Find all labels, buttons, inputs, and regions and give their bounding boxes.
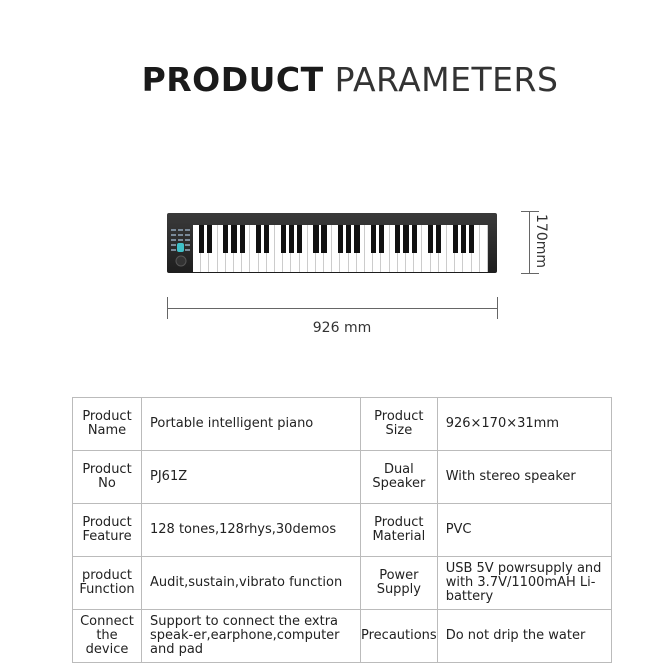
spec-label: Dual Speaker — [361, 451, 438, 504]
title-bold: PRODUCT — [141, 60, 324, 99]
height-dimension-line — [529, 211, 530, 273]
piano-illustration — [167, 213, 497, 273]
black-key — [354, 225, 359, 253]
black-key — [338, 225, 343, 253]
black-key — [256, 225, 261, 253]
spec-label: Connect the device — [73, 610, 142, 663]
spec-value: PJ61Z — [142, 451, 361, 504]
black-key — [297, 225, 302, 253]
black-key — [313, 225, 318, 253]
spec-table — [72, 397, 612, 663]
spec-value: 128 tones,128rhys,30demos — [142, 504, 361, 557]
height-label: 170mm — [533, 214, 549, 268]
black-key — [289, 225, 294, 253]
spec-value: Support to connect the extra speak-er,earphone,computer and pad — [142, 610, 361, 663]
spec-value: Portable intelligent piano — [142, 398, 361, 451]
page-title — [0, 60, 672, 99]
keyboard-keys — [193, 225, 488, 272]
black-key — [346, 225, 351, 253]
dimension-tick — [521, 211, 539, 212]
black-key — [379, 225, 384, 253]
table-row — [73, 451, 612, 504]
black-key — [231, 225, 236, 253]
spec-label: Power Supply — [361, 557, 438, 610]
dimension-tick — [167, 297, 168, 319]
spec-value: PVC — [437, 504, 611, 557]
control-panel-icon — [170, 227, 192, 269]
table-row — [73, 504, 612, 557]
black-key — [240, 225, 245, 253]
spec-value: With stereo speaker — [437, 451, 611, 504]
width-label: 926 mm — [312, 320, 372, 336]
black-key — [207, 225, 212, 253]
black-key — [453, 225, 458, 253]
spec-label: Precautions — [361, 610, 438, 663]
table-row — [73, 610, 612, 663]
spec-label: Product Feature — [73, 504, 142, 557]
black-key — [461, 225, 466, 253]
spec-value: Do not drip the water — [437, 610, 611, 663]
spec-label: Product Material — [361, 504, 438, 557]
white-key — [480, 225, 488, 272]
spec-value: 926×170×31mm — [437, 398, 611, 451]
spec-label: Product Name — [73, 398, 142, 451]
black-key — [264, 225, 269, 253]
black-key — [223, 225, 228, 253]
black-key — [428, 225, 433, 253]
black-key — [403, 225, 408, 253]
black-key — [395, 225, 400, 253]
black-key — [371, 225, 376, 253]
black-key — [281, 225, 286, 253]
dimension-tick — [497, 297, 498, 319]
spec-value: Audit,sustain,vibrato function — [142, 557, 361, 610]
black-key — [199, 225, 204, 253]
spec-value: USB 5V powrsupply and with 3.7V/1100mAH Li-battery — [437, 557, 611, 610]
spec-label: Product Size — [361, 398, 438, 451]
table-row — [73, 398, 612, 451]
width-dimension-line — [167, 308, 497, 309]
title-light: PARAMETERS — [334, 60, 559, 99]
black-key — [412, 225, 417, 253]
spec-label: product Function — [73, 557, 142, 610]
black-key — [469, 225, 474, 253]
table-row — [73, 557, 612, 610]
black-key — [321, 225, 326, 253]
dimension-tick — [521, 273, 539, 274]
spec-label: Product No — [73, 451, 142, 504]
black-key — [436, 225, 441, 253]
